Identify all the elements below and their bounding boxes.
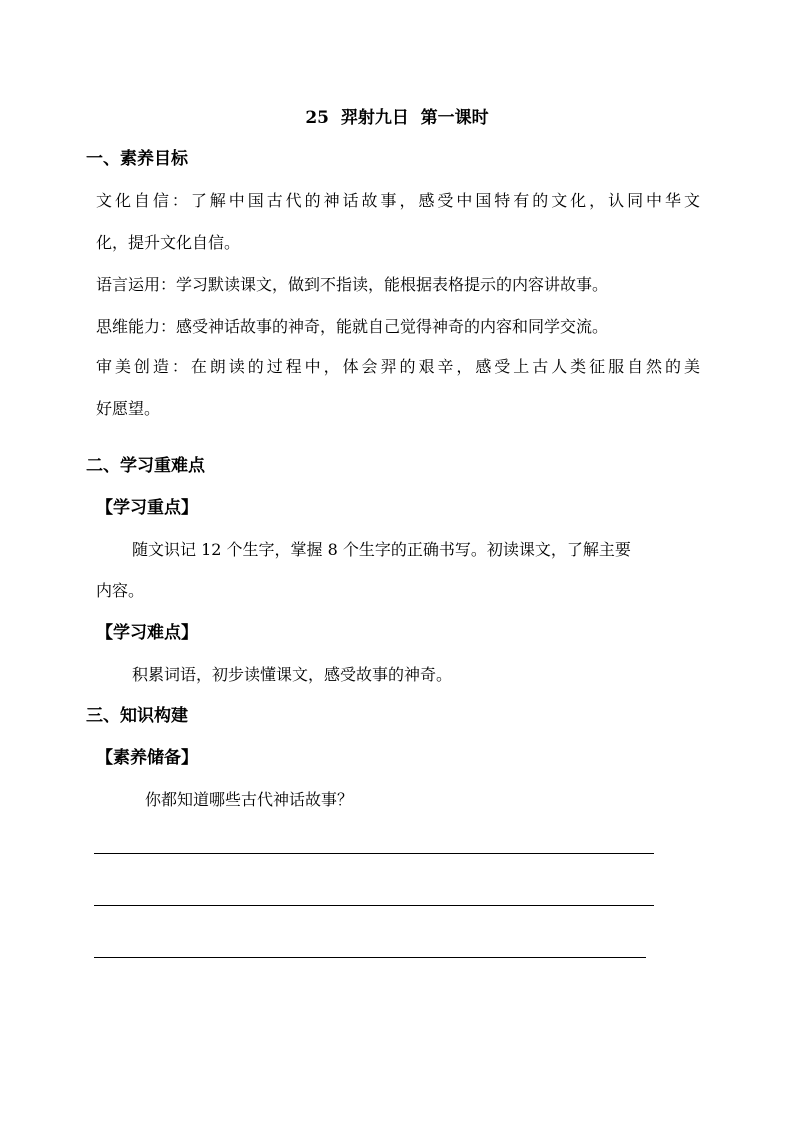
goal-culture-line-2: 化，提升文化自信。	[96, 233, 241, 252]
key-point-label: 【学习重点】	[96, 498, 198, 518]
goal-aesthetic-line-2: 好愿望。	[96, 399, 161, 418]
difficulty-text: 积累词语，初步读懂课文，感受故事的神奇。	[132, 665, 453, 684]
answer-line-2	[94, 905, 654, 906]
section-heading-key-points: 二、学习重难点	[86, 456, 205, 476]
section-heading-goals: 一、素养目标	[86, 149, 188, 169]
prep-question: 你都知道哪些古代神话故事？	[145, 790, 354, 809]
answer-line-3	[94, 957, 646, 958]
key-point-text-line-2: 内容。	[96, 581, 145, 600]
goal-culture-line-1: 文化自信：了解中国古代的神话故事，感受中国特有的文化，认同中华文	[96, 191, 700, 210]
difficulty-label: 【学习难点】	[96, 623, 198, 643]
section-heading-knowledge: 三、知识构建	[86, 706, 188, 726]
answer-line-1	[94, 853, 654, 854]
goal-thinking: 思维能力：感受神话故事的神奇，能就自己觉得神奇的内容和同学交流。	[96, 317, 609, 336]
prep-label: 【素养储备】	[96, 748, 198, 768]
lesson-title: 25 羿射九日 第一课时	[305, 108, 489, 128]
goal-language: 语言运用：学习默读课文，做到不指读，能根据表格提示的内容讲故事。	[96, 275, 609, 294]
key-point-text-line-1: 随文识记 12 个生字，掌握 8 个生字的正确书写。初读课文，了解主要	[132, 540, 631, 559]
goal-aesthetic-line-1: 审美创造：在朗读的过程中，体会羿的艰辛，感受上古人类征服自然的美	[96, 357, 700, 376]
